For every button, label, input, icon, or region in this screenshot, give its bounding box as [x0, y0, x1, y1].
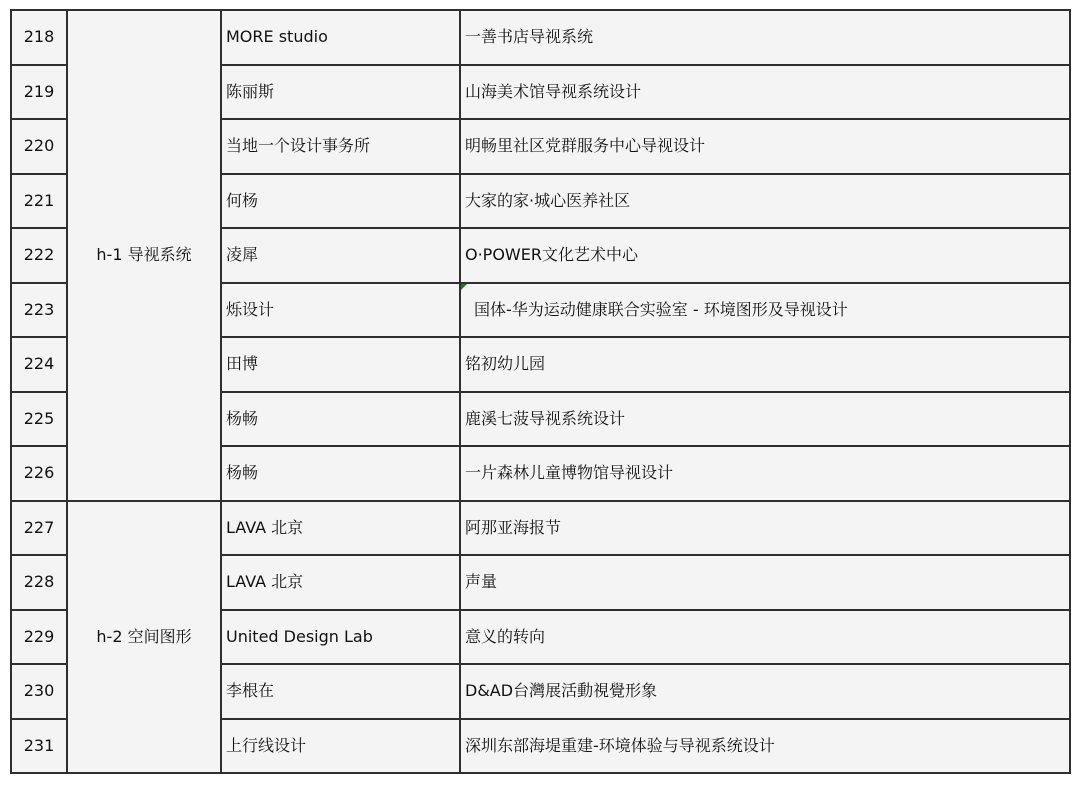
entry-id-cell[interactable]: 222 [11, 228, 67, 283]
category-cell[interactable]: h-2 空间图形 [67, 501, 221, 774]
designer-cell[interactable]: LAVA 北京 [221, 501, 460, 556]
project-cell-with-note[interactable] [460, 283, 1070, 338]
designer-cell[interactable]: LAVA 北京 [221, 555, 460, 610]
entry-id-cell[interactable]: 219 [11, 65, 67, 120]
project-cell[interactable]: D&AD台灣展活動視覺形象 [460, 664, 1070, 719]
designer-cell[interactable]: United Design Lab [221, 610, 460, 665]
designer-cell[interactable]: 陈丽斯 [221, 65, 460, 120]
designer-cell[interactable]: MORE studio [221, 10, 460, 65]
cell-note-indicator-icon [461, 284, 467, 290]
entries-table [10, 9, 1071, 774]
project-cell[interactable]: 明畅里社区党群服务中心导视设计 [460, 119, 1070, 174]
entry-id-cell[interactable]: 223 [11, 283, 67, 338]
entry-id-cell[interactable]: 229 [11, 610, 67, 665]
category-cell[interactable]: h-1 导视系统 [67, 10, 221, 501]
project-cell[interactable]: 鹿溪七菠导视系统设计 [460, 392, 1070, 447]
designer-cell[interactable]: 上行线设计 [221, 719, 460, 774]
project-cell[interactable]: 一片森林儿童博物馆导视设计 [460, 446, 1070, 501]
designer-cell[interactable]: 凌犀 [221, 228, 460, 283]
project-text: 国体-华为运动健康联合实验室 - 环境图形及导视设计 [474, 299, 848, 319]
entry-id-cell[interactable]: 227 [11, 501, 67, 556]
entry-id-cell[interactable]: 231 [11, 719, 67, 774]
entry-id-cell[interactable]: 221 [11, 174, 67, 229]
entry-id-cell[interactable]: 224 [11, 337, 67, 392]
table-row [11, 10, 1070, 65]
designer-cell[interactable]: 李根在 [221, 664, 460, 719]
entry-id-cell[interactable]: 225 [11, 392, 67, 447]
project-cell[interactable]: 山海美术馆导视系统设计 [460, 65, 1070, 120]
project-cell[interactable]: 铭初幼儿园 [460, 337, 1070, 392]
project-cell[interactable]: 一善书店导视系统 [460, 10, 1070, 65]
entry-id-cell[interactable]: 218 [11, 10, 67, 65]
designer-cell[interactable]: 田博 [221, 337, 460, 392]
project-cell[interactable]: 深圳东部海堤重建-环境体验与导视系统设计 [460, 719, 1070, 774]
designer-cell[interactable]: 何杨 [221, 174, 460, 229]
designer-cell[interactable]: 当地一个设计事务所 [221, 119, 460, 174]
designer-cell[interactable]: 杨畅 [221, 392, 460, 447]
project-cell[interactable]: 意义的转向 [460, 610, 1070, 665]
entry-id-cell[interactable]: 220 [11, 119, 67, 174]
designer-cell[interactable]: 杨畅 [221, 446, 460, 501]
project-cell[interactable]: 声量 [460, 555, 1070, 610]
entry-id-cell[interactable]: 226 [11, 446, 67, 501]
project-cell[interactable]: O·POWER文化艺术中心 [460, 228, 1070, 283]
designer-cell[interactable]: 烁设计 [221, 283, 460, 338]
project-cell[interactable]: 阿那亚海报节 [460, 501, 1070, 556]
entry-id-cell[interactable]: 228 [11, 555, 67, 610]
table-row [11, 501, 1070, 556]
entry-id-cell[interactable]: 230 [11, 664, 67, 719]
project-cell[interactable]: 大家的家·城心医养社区 [460, 174, 1070, 229]
